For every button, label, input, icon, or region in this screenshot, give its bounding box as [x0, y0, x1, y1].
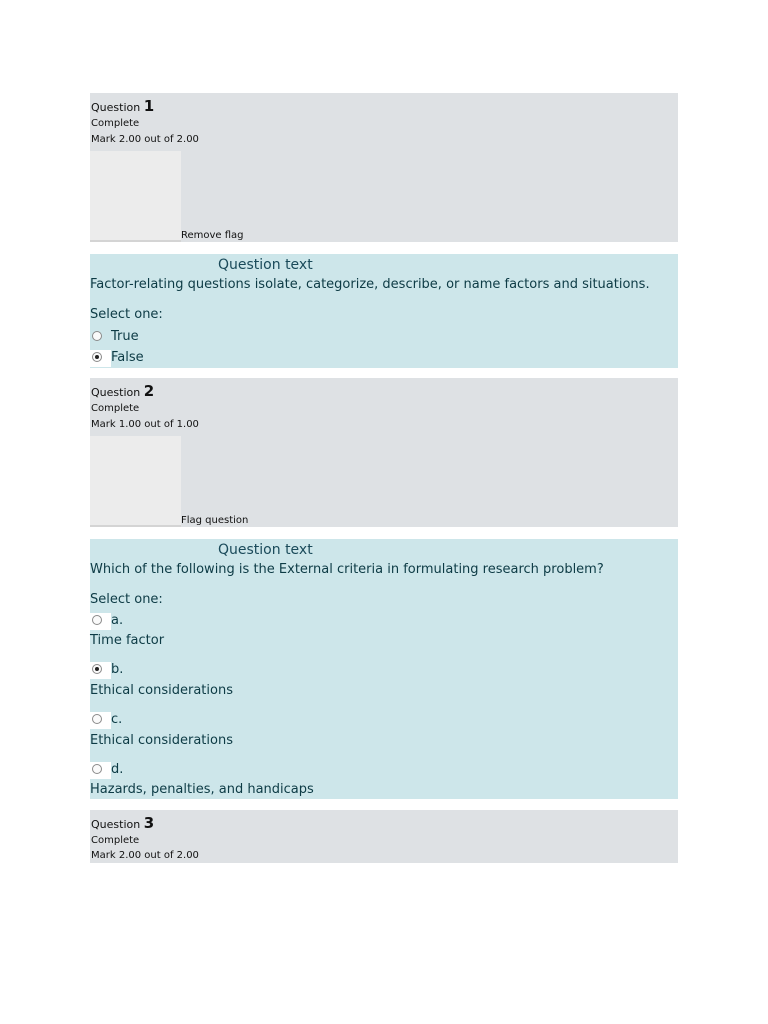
question-1-grade: Mark 2.00 out of 2.00 [91, 134, 199, 145]
radio-button[interactable] [92, 331, 102, 341]
radio-button[interactable] [92, 615, 102, 625]
question-3-state: Complete [91, 835, 140, 846]
question-2-text: Which of the following is the External criteria in formulating research problem? [90, 562, 604, 577]
question-2-number: Question 2 [91, 382, 155, 400]
question-2-info [90, 378, 678, 527]
divider [90, 240, 181, 242]
option-c-text: Ethical considerations [90, 733, 233, 748]
question-1-text: Factor-relating questions isolate, categorize, describe, or name factors and situations. [90, 277, 650, 292]
option-d[interactable]: d. [90, 762, 290, 780]
question-2-grade: Mark 1.00 out of 1.00 [91, 419, 199, 430]
question-1-content [90, 254, 678, 368]
option-d-text: Hazards, penalties, and handicaps [90, 782, 314, 797]
select-one-prompt: Select one: [90, 307, 163, 322]
option-b[interactable]: b. [90, 662, 290, 680]
option-a[interactable]: a. [90, 613, 290, 631]
radio-button-selected[interactable] [92, 352, 102, 362]
divider [90, 525, 181, 527]
option-a-text: Time factor [90, 633, 165, 648]
option-c[interactable]: c. [90, 712, 290, 730]
option-b-text: Ethical considerations [90, 683, 233, 698]
question-3-info [90, 810, 678, 863]
radio-button[interactable] [92, 764, 102, 774]
question-3-number: Question 3 [91, 814, 155, 832]
select-one-prompt: Select one: [90, 592, 163, 607]
flag-question-link[interactable]: Flag question [181, 515, 249, 526]
question-1-info [90, 93, 678, 242]
radio-button[interactable] [92, 714, 102, 724]
option-true[interactable]: True [90, 329, 290, 347]
question-1-state: Complete [91, 118, 140, 129]
question-2-content [90, 539, 678, 799]
question-2-state: Complete [91, 403, 140, 414]
question-1-number: Question 1 [91, 97, 155, 115]
option-false[interactable]: False [90, 350, 290, 368]
question-1-flag-area [90, 151, 181, 240]
question-2-flag-area [90, 436, 181, 525]
question-3-grade: Mark 2.00 out of 2.00 [91, 850, 199, 861]
question-text-heading: Question text [218, 539, 678, 561]
radio-button-selected[interactable] [92, 664, 102, 674]
question-text-heading: Question text [218, 254, 678, 276]
remove-flag-link[interactable]: Remove flag [181, 230, 244, 241]
